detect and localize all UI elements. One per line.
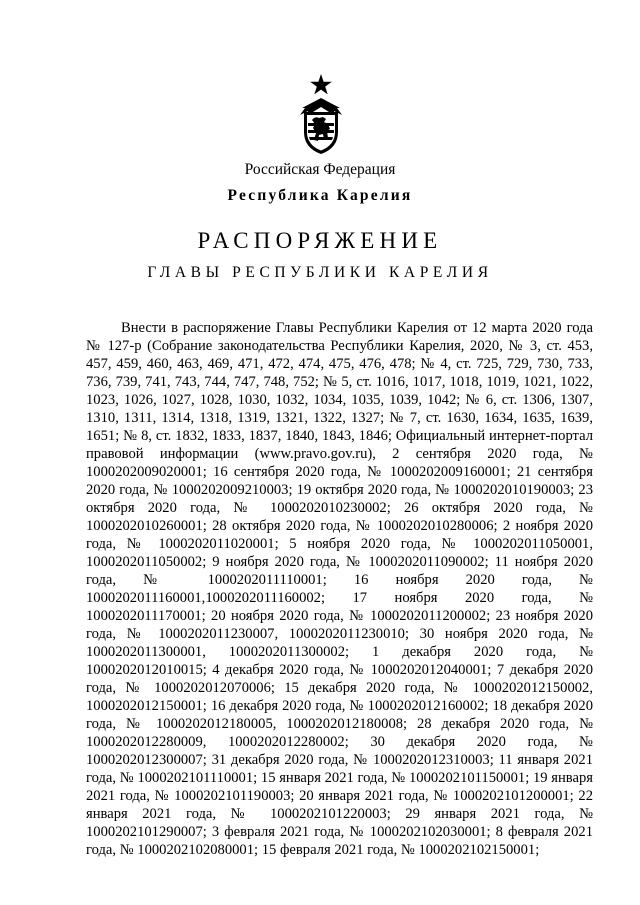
issuer-title: ГЛАВЫ РЕСПУБЛИКИ КАРЕЛИЯ xyxy=(147,264,493,281)
body-paragraph: Внести в распоряжение Главы Республики Карелия от 12 марта 2020 года № 127-р (Собрание законодательства Республики Карелия, 2020, № 3, ст. 453, 457, 459, 460, 463, 469, 471, 472, 474, 475, 476, 478; № 4, ст. 725, 729, 730, 733, 736, 739, 741, 743, 744, 747, 748, 752; № 5, ст. 1016, 1017, 1018, 1019, 1021, 1022, 1023, 1026, 1027, 1028, 1030, 1032, 1034, 1035, 1039, 1042; № 6, ст. 1306, 1307, 1310, 1311, 1314, 1318, 1319, 1321, 1322, 1327; № 7, ст. 1630, 1634, 1635, 1639, 1651; № 8, ст. 1832, 1833, 1837, 1840, 1843, 1846; Официальный интернет-портал правовой информации (www.pravo.gov.ru), 2 сентября 2020 года, № 1000202009020001; 16 сентября 2020 года, № 1000202009160001; 21 сентября 2020 года, № 1000202009210003; 19 октября 2020 года, № 1000202010190003; 23 октября 2020 года, № 1000202010230002; 26 октября 2020 года, № 1000202010260001; 28 октября 2020 года, № 1000202010280006; 2 ноября 2020 года, № 1000202011020001; 5 ноября 2020 года, № 1000202011050001, 1000202011050002; 9 ноября 2020 года, № 1000202011090002; 11 ноября 2020 года, № 1000202011110001; 16 ноября 2020 года, № 1000202011160001,1000202011160002; 17 ноября 2020 года, № 1000202011170001; 20 ноября 2020 года, № 1000202011200002; 23 ноября 2020 года, № 1000202011230007, 1000202011230010; 30 ноября 2020 года, № 1000202011300001, 1000202011300002; 1 декабря 2020 года, № 1000202012010015; 4 декабря 2020 года, № 1000202012040001; 7 декабря 2020 года, № 1000202012070006; 15 декабря 2020 года, № 1000202012150002, 1000202012150001; 16 декабря 2020 года, № 1000202012160002; 18 декабря 2020 года, № 1000202012180005, 1000202012180008; 28 декабря 2020 года, № 1000202012280009, 1000202012280002; 30 декабря 2020 года, № 1000202012300007; 31 декабря 2020 года, № 1000202012310003; 11 января 2021 года, № 1000202101110001; 15 января 2021 года, № 1000202101150001; 19 января 2021 года, № 1000202101190003; 20 января 2021 года, № 1000202101200001; 22 января 2021 года, № 1000202101220003; 29 января 2021 года, № 1000202101290007; 3 февраля 2021 года, № 1000202102030001; 8 февраля 2021 года, № 1000202102080001; 15 февраля 2021 года, № 1000202102150001; xyxy=(86,320,593,858)
document-type: РАСПОРЯЖЕНИЕ xyxy=(197,228,443,253)
republic-title: Республика Карелия xyxy=(227,187,413,204)
coat-of-arms-karelia-icon xyxy=(298,74,344,154)
country-title: Российская Федерация xyxy=(244,161,396,178)
